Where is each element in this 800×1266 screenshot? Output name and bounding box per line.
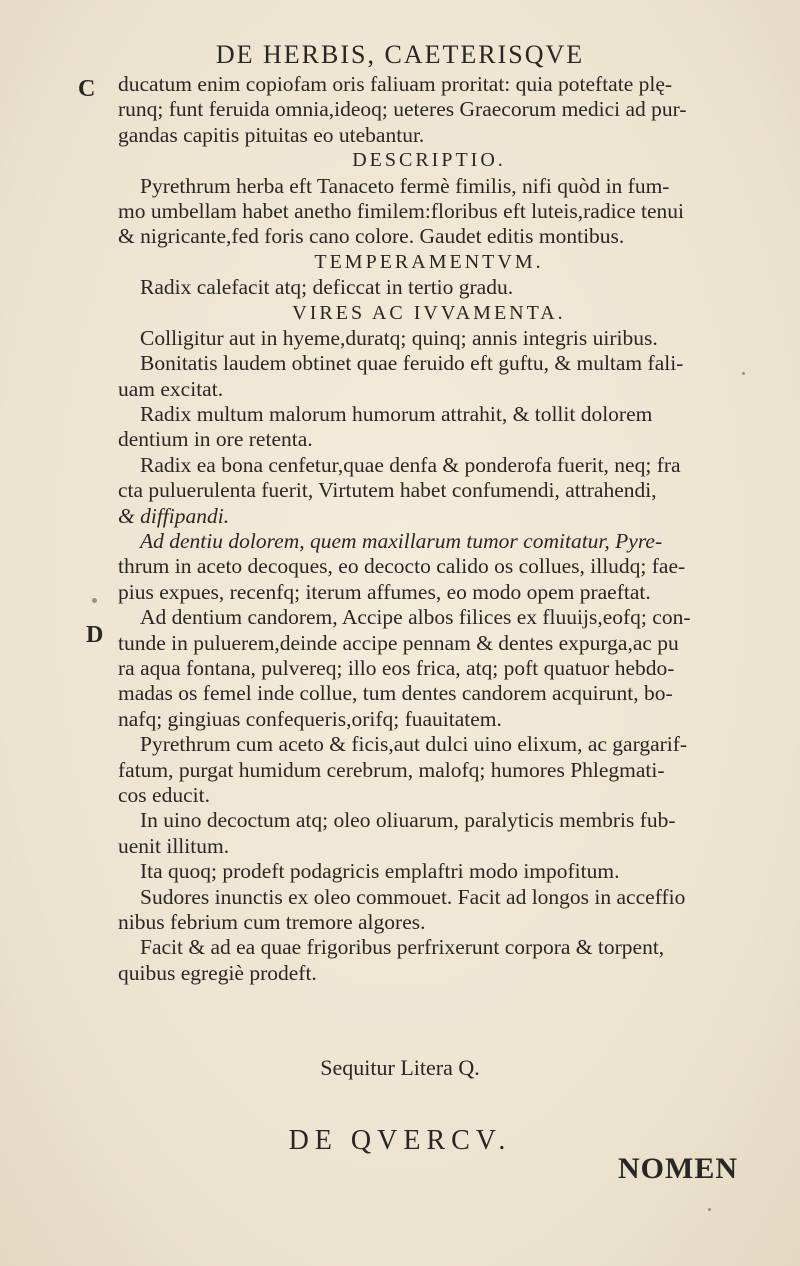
sequitur-note: Sequitur Litera Q. bbox=[320, 1055, 480, 1080]
text-line: mo umbellam habet anetho fimilem:floribus eft luteis,radice tenui bbox=[118, 198, 685, 223]
margin-letter-d: D bbox=[86, 622, 104, 648]
text-line: nibus febrium cum tremore algores. bbox=[118, 909, 426, 934]
text-line: Colligitur aut in hyeme,duratq; quinq; annis integris uiribus. bbox=[140, 325, 658, 350]
margin-letter-c: C bbox=[78, 76, 96, 102]
text-line: quibus egregiè prodeft. bbox=[118, 960, 317, 985]
body-text bbox=[118, 72, 740, 986]
running-header: DE HERBIS, CAETERISQVE bbox=[215, 40, 585, 69]
text-line: TEMPERAMENTVM. bbox=[314, 250, 544, 273]
text-line: cos educit. bbox=[118, 782, 210, 807]
ink-speck bbox=[92, 598, 97, 603]
text-line: & nigricante,fed foris cano colore. Gaudet editis montibus. bbox=[118, 224, 625, 249]
text-line: Facit & ad ea quae frigoribus perfrixerunt corpora & torpent, bbox=[140, 935, 665, 960]
text-line: Pyrethrum cum aceto & ficis,aut dulci uino elixum, ac gargarif- bbox=[140, 732, 688, 757]
text-line: & diffipandi. bbox=[118, 503, 230, 528]
text-line: nafq; gingiuas confequeris,orifq; fuauitatem. bbox=[118, 706, 502, 731]
text-line: Radix ea bona cenfetur,quae denfa & ponderofa fuerit, neq; fra bbox=[140, 452, 681, 477]
text-line: ducatum enim copiofam oris faliuam proritat: quia poteftate plę- bbox=[118, 72, 673, 96]
text-line: Ita quoq; prodeft podagricis emplaftri modo impofitum. bbox=[140, 859, 620, 884]
text-line: madas os femel inde collue, tum dentes candorem acquirunt, bo- bbox=[118, 681, 673, 706]
text-line: ra aqua fontana, pulvereq; illo eos frica, atq; poft quatuor hebdo- bbox=[118, 655, 675, 680]
text-line: Ad dentium candorem, Accipe albos filices ex fluuijs,eofq; con- bbox=[140, 605, 691, 630]
text-line: Radix multum malorum humorum attrahit, & tollit dolorem bbox=[140, 402, 653, 427]
text-line: VIRES AC IVVAMENTA. bbox=[292, 301, 566, 324]
text-line: Sudores inunctis ex oleo commouet. Facit ad longos in acceffio bbox=[140, 884, 686, 909]
text-line: pius expues, recenfq; iterum affumes, eo modo opem praeftat. bbox=[118, 579, 651, 604]
text-line: thrum in aceto decoques, eo decocto calido os collues, illudq; fae- bbox=[118, 554, 686, 579]
ink-speck bbox=[742, 372, 745, 375]
text-line: fatum, purgat humidum cerebrum, malofq; humores Phlegmati- bbox=[118, 757, 665, 782]
text-line: DESCRIPTIO. bbox=[352, 149, 506, 172]
ink-speck bbox=[708, 1208, 711, 1211]
text-line: uam excitat. bbox=[118, 376, 224, 401]
text-line: runq; funt feruida omnia,ideoq; ueteres Graecorum medici ad pur- bbox=[118, 97, 687, 122]
text-line: Bonitatis laudem obtinet quae feruido eft guftu, & multam fali- bbox=[140, 351, 684, 376]
text-line: In uino decoctum atq; oleo oliuarum, paralyticis membris fub- bbox=[140, 808, 676, 833]
text-line: uenit illitum. bbox=[118, 833, 230, 858]
text-line: dentium in ore retenta. bbox=[118, 427, 313, 452]
text-line: Ad dentiu dolorem, quem maxillarum tumor comitatur, Pyre- bbox=[140, 529, 663, 554]
text-line: Pyrethrum herba eft Tanaceto fermè fimilis, nifi quòd in fum- bbox=[140, 173, 670, 198]
text-line: Radix calefacit atq; deficcat in tertio gradu. bbox=[140, 275, 514, 300]
text-line: cta puluerulenta fuerit, Virtutem habet confumendi, attrahendi, bbox=[118, 478, 657, 503]
catchword: NOMEN bbox=[618, 1152, 738, 1185]
next-chapter-title: DE QVERCV. bbox=[288, 1125, 512, 1156]
text-line: tunde in puluerem,deinde accipe pennam & dentes expurga,ac pu bbox=[118, 630, 679, 655]
text-line: gandas capitis pituitas eo utebantur. bbox=[118, 122, 425, 147]
